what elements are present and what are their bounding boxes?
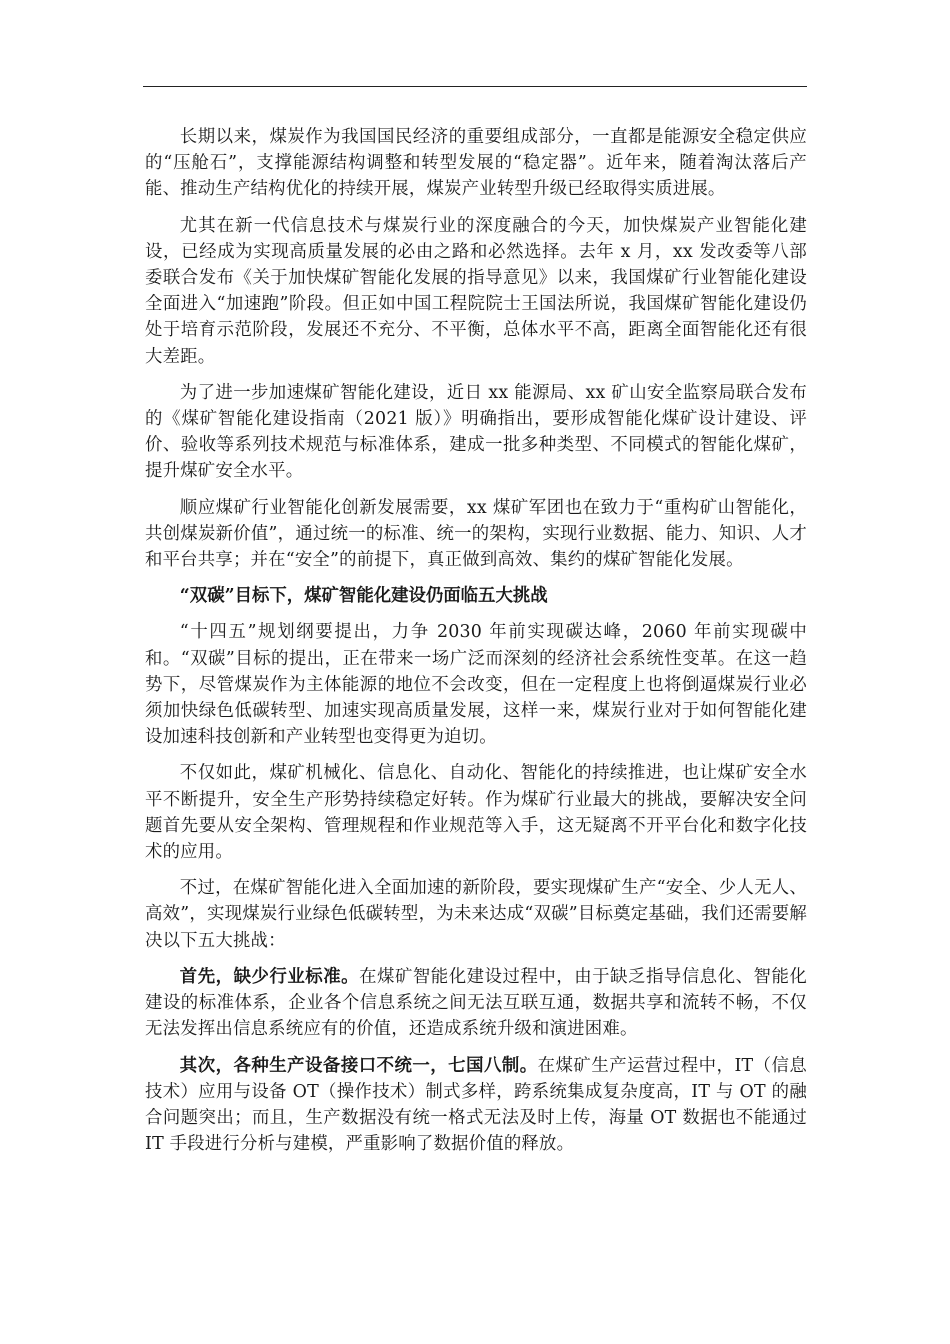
section-heading: “双碳”目标下，煤矿智能化建设仍面临五大挑战: [179, 586, 548, 607]
paragraph-5: “十四五”规划纲要提出，力争 2030 年前实现碳达峰，2060 年前实现碳中和。“双碳”目标的提出，正在带来一场广泛而深刻的经济社会系统性变革。在这一趋势下，尽管煤炭作为主体能源的地位不会改变，但在一定程度上也将倒逼煤炭行业必须加快绿色低碳转型、加速实现高质量发展，这样一来，煤炭行业对于如何智能化建设加速科技创新和产业转型也变得更为迫切。: [145, 622, 807, 748]
document-body: [145, 124, 807, 1167]
paragraph-7: 不过，在煤矿智能化进入全面加速的新阶段，要实现煤矿生产“安全、少人无人、高效”，实现煤炭行业绿色低碳转型，为未来达成“双碳”目标奠定基础，我们还需要解决以下五大挑战：: [145, 878, 807, 951]
paragraph-9-lead: 其次，各种生产设备接口不统一，七国八制。: [179, 1055, 538, 1076]
paragraph-1: 长期以来，煤炭作为我国国民经济的重要组成部分，一直都是能源安全稳定供应的“压舱石”，支撑能源结构调整和转型发展的“稳定器”。近年来，随着淘汰落后产能、推动生产结构优化的持续开展，煤炭产业转型升级已经取得实质进展。: [145, 127, 807, 200]
paragraph-9: [145, 1053, 807, 1158]
paragraph-3: 为了进一步加速煤矿智能化建设，近日 xx 能源局、xx 矿山安全监察局联合发布的《煤矿智能化建设指南（2021 版）》明确指出，要形成智能化煤矿设计建设、评价、验收等系列技术规范与标准体系，建成一批多种类型、不同模式的智能化煤矿，提升煤矿安全水平。: [145, 382, 807, 482]
paragraph-8-body: 在煤矿智能化建设过程中，由于缺乏指导信息化、智能化建设的标准体系，企业各个信息系统之间无法互联互通，数据共享和流转不畅，不仅无法发挥出信息系统应有的价值，还造成系统升级和演进困难。: [145, 966, 807, 1040]
paragraph-6: 不仅如此，煤矿机械化、信息化、自动化、智能化的持续推进，也让煤矿安全水平不断提升，安全生产形势持续稳定好转。作为煤矿行业最大的挑战，要解决安全问题首先要从安全架构、管理规程和作业规范等入手，这无疑离不开平台化和数字化技术的应用。: [145, 763, 807, 863]
paragraph-9-body: 在煤矿生产运营过程中，IT（信息技术）应用与设备 OT（操作技术）制式多样，跨系统集成复杂度高，IT 与 OT 的融合问题突出；而且，生产数据没有统一格式无法及时上传，海量 OT 数据也不能通过 IT 手段进行分析与建模，严重影响了数据价值的释放。: [145, 1055, 807, 1155]
paragraph-8: [145, 964, 807, 1043]
header-rule: [143, 86, 807, 87]
paragraph-2: 尤其在新一代信息技术与煤炭行业的深度融合的今天，加快煤炭产业智能化建设，已经成为实现高质量发展的必由之路和必然选择。去年 x 月，xx 发改委等八部委联合发布《关于加快煤矿智能化发展的指导意见》以来，我国煤矿行业智能化建设全面进入“加速跑”阶段。但正如中国工程院院士王国法所说，我国煤矿智能化建设仍处于培育示范阶段，发展还不充分、不平衡，总体水平不高，距离全面智能化还有很大差距。: [145, 215, 807, 367]
paragraph-8-lead: 首先，缺少行业标准。: [179, 966, 360, 987]
paragraph-4: 顺应煤矿行业智能化创新发展需要，xx 煤矿军团也在致力于“重构矿山智能化，共创煤炭新价值”，通过统一的标准、统一的架构，实现行业数据、能力、知识、人才和平台共享；并在“安全”的前提下，真正做到高效、集约的煤矿智能化发展。: [145, 497, 807, 571]
